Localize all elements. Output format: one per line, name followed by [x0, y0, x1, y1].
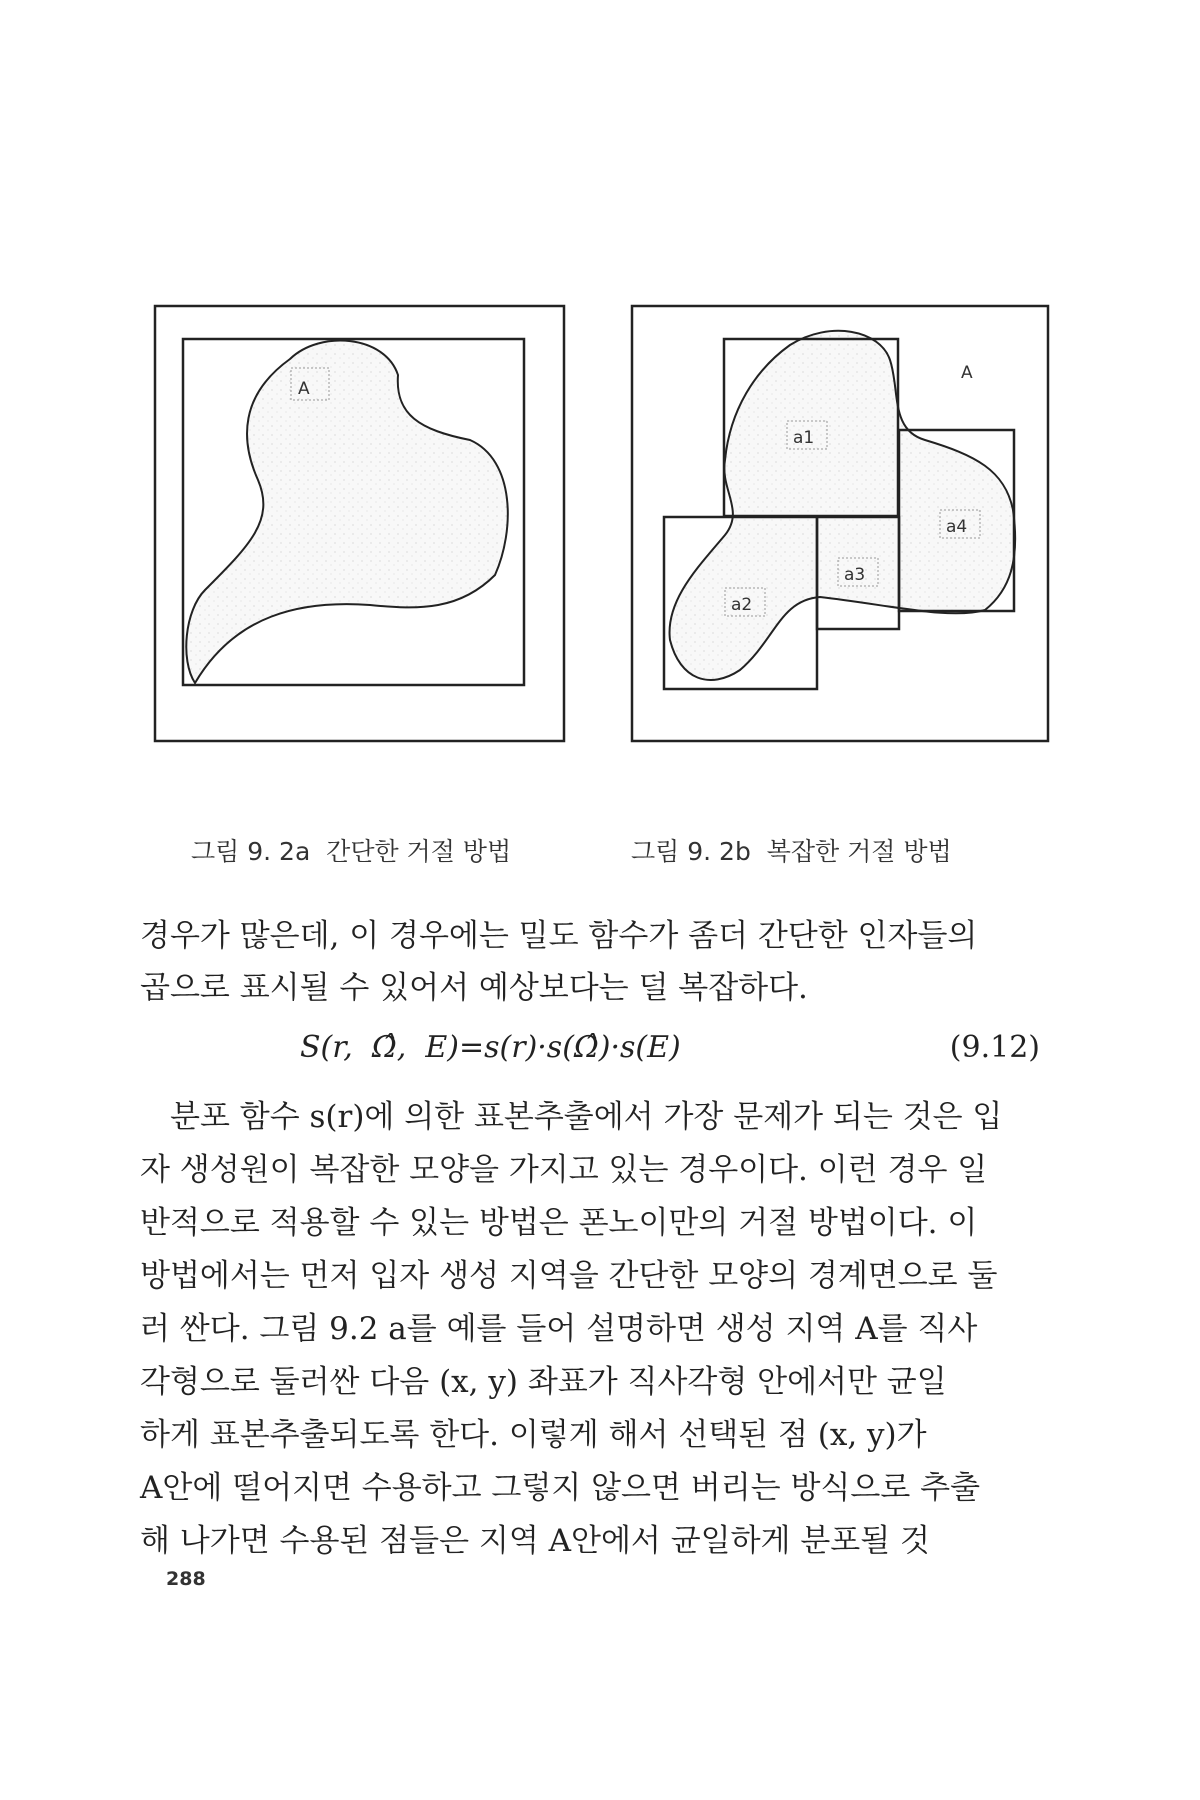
paragraph-line-1: 분포 함수 s(r)에 의한 표본추출에서 가장 문제가 되는 것은 입	[170, 1099, 1003, 1135]
paragraph-line-2: 자 생성원이 복잡한 모양을 가지고 있는 경우이다. 이런 경우 일	[140, 1152, 988, 1188]
region-a-label-b: A	[961, 363, 973, 383]
page-number: 288	[166, 1568, 206, 1590]
caption-figure-b: 그림 9. 2b 복잡한 거절 방법	[631, 837, 952, 866]
region-a-label: A	[298, 379, 310, 399]
paragraph-line-9: 해 나가면 수용된 점들은 지역 A안에서 균일하게 분포될 것	[140, 1523, 930, 1559]
box-a2-label: a2	[731, 595, 753, 615]
figure-rejection-methods	[0, 0, 1200, 800]
intro-line-1: 경우가 많은데, 이 경우에는 밀도 함수가 좀더 간단한 인자들의	[140, 918, 978, 954]
paragraph-line-7: 하게 표본추출되도록 한다. 이렇게 해서 선택된 점 (x, y)가	[140, 1417, 927, 1453]
caption-figure-a: 그림 9. 2a 간단한 거절 방법	[191, 837, 512, 866]
paragraph-line-8: A안에 떨어지면 수용하고 그렇지 않으면 버리는 방식으로 추출	[140, 1470, 981, 1506]
paragraph-line-5: 러 싼다. 그림 9.2 a를 예를 들어 설명하면 생성 지역 A를 직사	[140, 1311, 978, 1347]
intro-line-2: 곱으로 표시될 수 있어서 예상보다는 덜 복잡하다.	[140, 970, 808, 1006]
box-a3-label: a3	[844, 565, 866, 585]
paragraph-line-4: 방법에서는 먼저 입자 생성 지역을 간단한 모양의 경계면으로 둘	[140, 1258, 998, 1294]
figure-b	[632, 306, 1048, 741]
figure-a	[155, 306, 564, 741]
paragraph-line-3: 반적으로 적용할 수 있는 방법은 폰노이만의 거절 방법이다. 이	[140, 1205, 978, 1241]
paragraph-line-6: 각형으로 둘러싼 다음 (x, y) 좌표가 직사각형 안에서만 균일	[140, 1364, 947, 1400]
equation-body: S(r, Ω̂, E)=s(r)·s(Ω̂)·s(E)	[300, 1030, 681, 1065]
equation-number: (9.12)	[949, 1030, 1040, 1065]
box-a1-label: a1	[793, 428, 815, 448]
box-a4-label: a4	[946, 517, 968, 537]
